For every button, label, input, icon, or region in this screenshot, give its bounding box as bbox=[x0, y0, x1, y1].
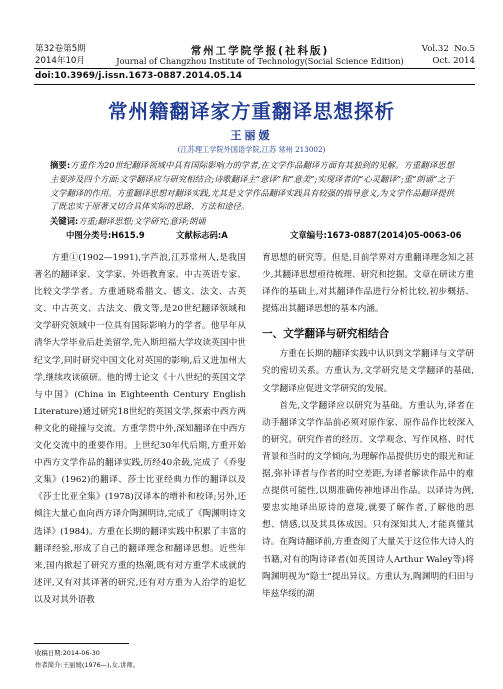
keywords-label: 关键词: bbox=[50, 216, 79, 226]
header-rule-bottom bbox=[34, 84, 475, 85]
section-heading: 一、文学翻译与研究相结合 bbox=[262, 328, 390, 341]
volume-issue-en: Vol.32 No.5 bbox=[421, 44, 475, 54]
clc-number: 中图分类号:H615.9 bbox=[66, 230, 145, 240]
header-rule-top bbox=[34, 68, 475, 69]
keywords bbox=[50, 215, 454, 227]
abstract-text: 方重作为20世纪翻译领域中具有国际影响力的学者,在文学作品翻译方面有其独到的见解。方重翻译思想主要涉及四个方面:文学翻译应与研究相结合;诗歌翻译主“意译”和“意美”;实现译者的“心灵翻译”;重“朗诵”之于文学翻译的作用。方重翻译思想对翻译实践,尤其是文学作品翻译实践具有较强的指导意义,为文学作品翻译提供了既忠实于原著又切合具体实际的思路、方法和途径。 bbox=[50, 160, 454, 212]
date-cn: 2014年10月 bbox=[35, 56, 85, 66]
volume-issue-cn: 第32卷第5期 bbox=[35, 44, 86, 54]
doi: doi:10.3969/j.issn.1673-0887.2014.05.14 bbox=[35, 71, 243, 81]
body-paragraph: 首先,文学翻译应以研究为基础。方重认为,译者在动手翻译文学作品前必须对原作家、原作品作比较深入的研究。研究作者的经历、文学观念、写作风格、时代背景和当时的文学倾向,为理解作品提供历史的眼光和证据,弥补译者与作者的时空差距,为译者解读作品中的难点提供可能性,以期准确传神地译出作品。以译诗为例,要忠实地译出原诗的意境,就要了解作者,了解他的思想、情感,以及其具体成因。只有深知其人,才能真懂其诗。在陶诗翻译前,方重查阅了大量关于这位伟大诗人的书籍,对有的陶诗译者(如英国诗人Arthur Waley等)将陶渊明视为“隐士”提出异议。方重认为,陶渊明的归田与毕兹华绥的湖 bbox=[262, 400, 474, 599]
body-paragraph: 方重在长期的翻译实践中认识到文学翻译与文学研究的密切关系。方重认为,文学研究是文学翻译的基础,文学翻译应促进文学研究的发展。 bbox=[262, 349, 474, 394]
author-affiliation: (江苏理工学院外国语学院,江苏 常州 213002) bbox=[177, 145, 326, 154]
body-paragraph: 方重①(1902—1991),字芦浪,江苏常州人,是我国著名的翻译家、文学家、外语教育家、中古英语专家、比较文学学者。方重通晓希腊文、德文、法文、古英文、中古英文、古法文、俄文等,是20世纪翻译领域和文学研究领域中一位具有国际影响力的学者。他早年从清华大学毕业后赴美留学,先入斯坦福大学攻读英国中世纪文学,同时研究中国文化对英国的影响,后又进加州大学,继续攻读硕研。他的博士论文《十八世纪的英国文学与中国》(China in Eighteenth Century English Literature)通过研究18世纪的英国文学,探索中西方两种文化的碰撞与交流。方重学贯中外,深知翻译在中西方文化交流中的重要作用。上世纪30年代后期,方重开始中西方文学作品的翻译实践,历经40余载,完成了《乔叟文集》(1962)的翻译、莎士比亚经典力作的翻译以及《莎士比亚全集》(1978)汉译本的增补和校译;另外,还倾注大量心血向西方译介陶渊明诗,完成了《陶渊明诗文选译》(1984)。方重在长期的翻译实践中积累了丰富的翻译经验,形成了自己的翻译理念和翻译思想。近些年来,国内掀起了研究方重的热潮,既有对方重学术成就的述评,又有对其译著的研究,还有对方重为人治学的追忆以及对其外语教 bbox=[34, 253, 246, 605]
body-left-column bbox=[34, 250, 246, 609]
body-paragraph: 育思想的研究等。但是,目前学界对方重翻译理念知之甚少,其翻译思想亟待梳理、研究和挖掘。文章在研读方重译作的基础上,对其翻译作品进行分析比较,初步概括、提炼出其翻译思想的基本内涵。 bbox=[262, 253, 474, 315]
article-number: 文章编号:1673-0887(2014)05-0063-06 bbox=[290, 230, 462, 240]
date-en: Oct. 2014 bbox=[432, 56, 475, 66]
document-code: 文献标志码:A bbox=[176, 230, 228, 240]
journal-name-en: Journal of Changzhou Institute of Technology(Social Science Edition) bbox=[116, 56, 404, 66]
article-title: 常州籍翻译家方重翻译思想探析 bbox=[107, 100, 395, 123]
journal-name-cn: 常州工学院学报(社科版) bbox=[190, 45, 330, 57]
author-bio: 作者简介:王丽媛(1976—),女,讲师。 bbox=[35, 661, 140, 669]
received-date: 收稿日期:2014-06-30 bbox=[35, 649, 100, 657]
abstract-label: 摘要: bbox=[50, 160, 71, 170]
abstract bbox=[50, 159, 454, 214]
keywords-text: 方重;翻译思想;文学研究;意译;朗诵 bbox=[78, 216, 206, 226]
article-author: 王丽媛 bbox=[230, 129, 273, 142]
footnote-rule bbox=[34, 643, 129, 644]
body-right-column bbox=[262, 250, 474, 603]
